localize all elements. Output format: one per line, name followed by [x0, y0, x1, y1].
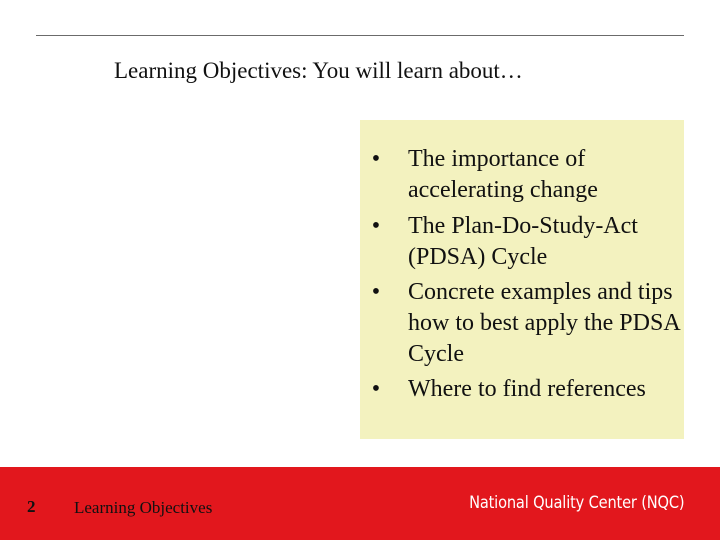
organization-logo: National Quality Center (NQC) — [468, 493, 684, 513]
footer-section-label: Learning Objectives — [74, 498, 213, 517]
bullet-text: Concrete examples and tips how to best apply the PDSA Cycle — [408, 279, 680, 367]
top-divider — [36, 35, 684, 36]
page-number: 2 — [27, 497, 36, 516]
bullet-marker: • — [371, 376, 381, 402]
slide-title: Learning Objectives: You will learn about… — [114, 58, 523, 83]
footer-bar — [0, 467, 720, 540]
bullet-text: The importance of accelerating change — [408, 146, 598, 203]
bullet-box — [360, 120, 684, 439]
bullet-text: The Plan-Do-Study-Act (PDSA) Cycle — [408, 213, 638, 270]
bullet-marker: • — [371, 279, 381, 305]
bullet-text: Where to find references — [408, 376, 646, 402]
bullet-marker: • — [371, 146, 381, 172]
bullet-marker: • — [371, 213, 381, 239]
